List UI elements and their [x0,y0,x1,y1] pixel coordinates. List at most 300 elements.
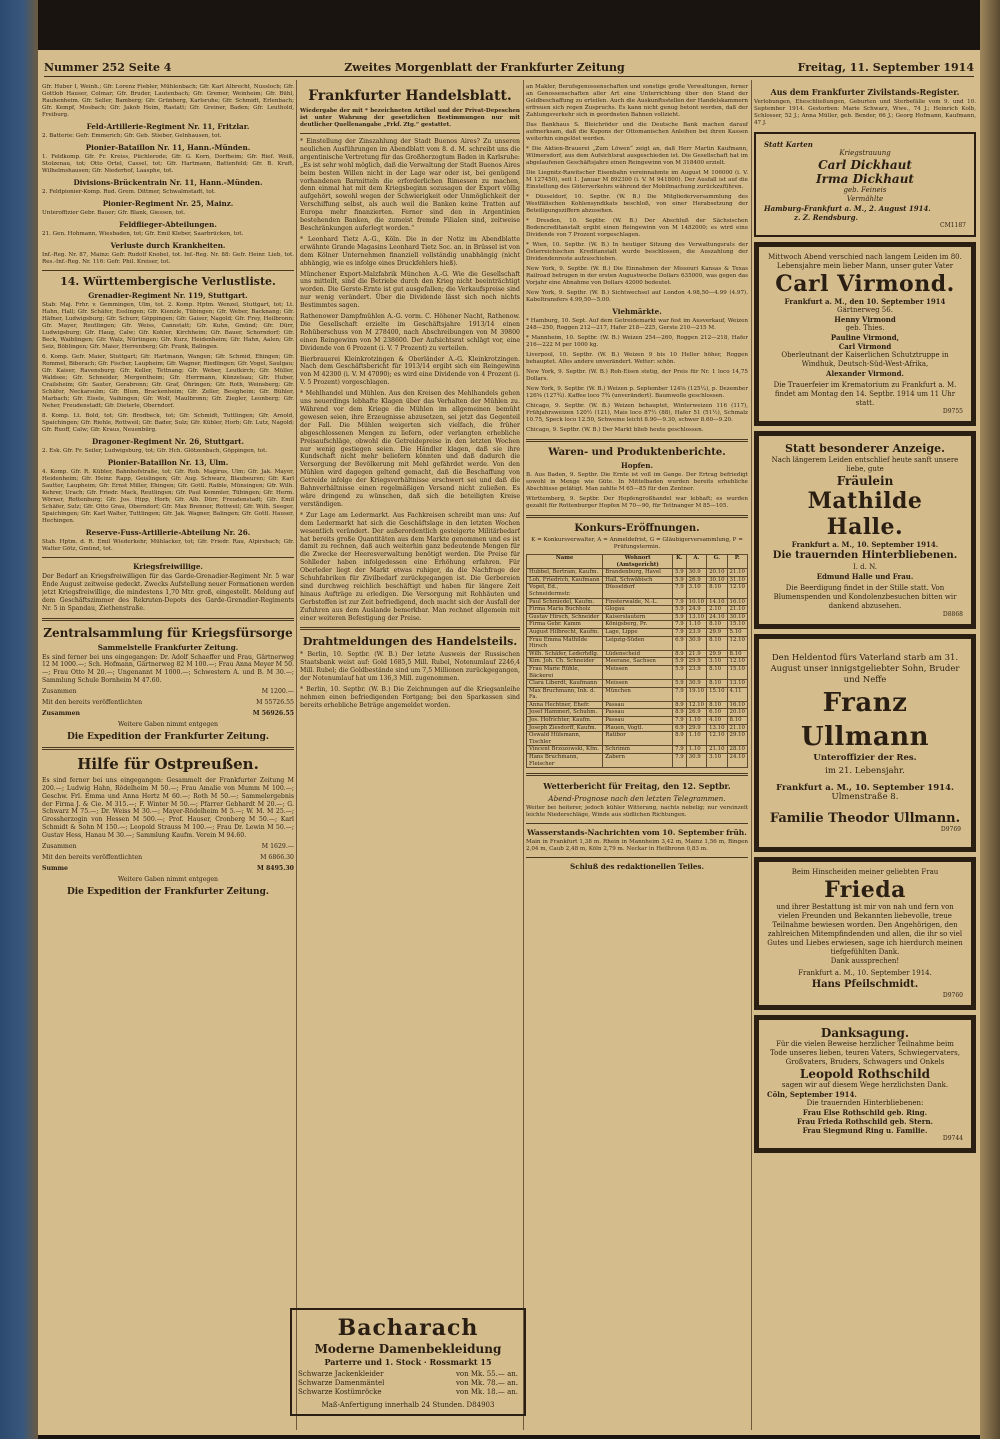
table-cell: 19.10 [686,687,706,701]
bankruptcy-table [526,554,748,768]
table-row [527,701,748,709]
wurttemberg-list-title: 14. Württembergische Verlustliste. [60,275,276,288]
table-cell: Wilh. Schäfer, Lederhdlg. [527,650,603,658]
table-cell: Ratibor [603,732,673,746]
table-cell: 8.10 [707,636,727,650]
article-text: New York, 9. Septbr. (W. B.) Roh-Eisen stetig, der Preis für Nr. 1 loco 14,75 Dollars. [526,369,748,382]
article-text: Württemberg, 9. Septbr. Der Hopfengroßhandel war lebhaft; es wurden gezahlt für Rottenburger Hopfen M 70—90, für Tettnanger M 85—105. [526,496,748,509]
sum-row [42,854,294,862]
header-page-number: Nummer 252 Seite 4 [44,60,172,74]
section-title: Drahtmeldungen des Handelsteils. [302,635,518,649]
article-text: * Berlin, 10. Septbr. (W. B.) Die Zeichnungen auf die Kriegsanleihe nehmen einen befriedigenden Fortgang; bei den Sparkassen sind bereits erhebliche Beträge angemeldet worden. [300,686,520,709]
reprint-note: Wiedergabe der mit * bezeichneten Artikel und der Privat-Depeschen ist unter Wahrung der gesetzlichen Bestimmungen nur mit deutlicher Quellenangabe „Frkf. Ztg.“ gestattet. [300,108,520,128]
weather-text: Weiter bei heiterer, jedoch kühler Witterung, nachts nebelig; nur vereinzelt leichte Niederschläge, Winde aus südlichen Richtungen. [526,805,748,819]
table-cell: 20.10 [707,569,727,577]
notice-place: Cöln, September 1914. [767,1090,857,1099]
notice-code: D8868 [942,611,963,618]
table-cell: Clara Liberdt, Kaufmann [527,680,603,688]
section-title: Frankfurter Handelsblatt. [308,88,512,104]
table-cell: 29.9 [707,628,727,636]
divider [526,515,748,518]
table-row [527,724,748,732]
table-cell: 12.10 [707,732,727,746]
table-cell: 7.9 [673,687,687,701]
table-cell: 1.10 [686,732,706,746]
section-title: Konkurs-Eröffnungen. [574,523,700,534]
section-heading: Pionier-Bataillon Nr. 13, Ulm. [107,458,229,467]
notice-signature: Frau Frieda Rothschild geb. Stern. [797,1117,933,1126]
column-handelsblatt [300,84,520,1429]
notice-signature: Die trauernden Hinterbliebenen: [806,1099,924,1107]
divider [526,773,748,776]
section-heading: Hopfen. [620,461,653,470]
table-row [527,746,748,754]
table-cell: 28.10 [727,746,747,754]
table-cell: 8.10 [727,717,747,725]
table-cell: 2.10 [707,606,727,614]
notice-signature: Hans Pfeilschmidt. [811,979,919,990]
table-cell: 1.10 [686,621,706,629]
table-cell: Frau Emma Mathilde Hirsch [527,636,603,650]
table-cell: Passau [603,709,673,717]
table-cell: 8.10 [707,584,727,598]
table-cell: 12.10 [727,658,747,666]
table-cell: Gustav Hirsch, Schneider [527,613,603,621]
table-cell: 12.10 [727,584,747,598]
notice-text: Die Beerdigung findet in der Stille statt. Von Blumenspenden und Kondolenzbesuchen bitten wir dankend abzusehen. [773,584,957,610]
table-cell: 5.10 [727,628,747,636]
sum-label: Mit den bereits veröffentlichten [42,699,143,707]
column-rule [523,80,524,1430]
table-cell: 3.10 [707,658,727,666]
table-cell: 1.10 [686,717,706,725]
notice-signature: Familie Theodor Ullmann. [769,811,961,826]
sum-row [42,843,294,851]
thanks-rothschild [754,1015,976,1153]
notice-text: und ihrer Bestattung ist mir von nah und fern von vielen Freunden und Bekannten liebevolle, treue Teilnahme bewiesen worden. Den Angehörigen, den zahlreichen Mitempfindenden und allen, die ihr so viel Gutes und Liebes erwiesen, sage ich hierdurch meinen tiefgefühlten Dank. [767,903,963,956]
notice-code: CM1187 [939,222,966,229]
table-cell: 29.9 [686,658,706,666]
table-cell: 5.9 [673,576,687,584]
thanks-frieda [754,857,976,1010]
ad-item-price: von Mk. 78.— an. [455,1379,518,1387]
deceased-age: im 21. Lebensjahr. [825,766,905,776]
section-heading: Reserve-Fuss-Artillerie-Abteilung Nr. 26. [85,528,251,537]
table-row [527,732,748,746]
table-cell: 7.9 [673,598,687,606]
table-cell: Vincent Brzozowski, Kfm. [527,746,603,754]
table-cell: 21.10 [727,724,747,732]
ad-note: Maß-Anfertigung innerhalb 24 Stunden. [321,1401,465,1409]
table-cell: 14.10 [707,598,727,606]
table-cell: 26.9 [686,576,706,584]
table-cell: Königsberg, Pr. [603,621,673,629]
sum-row [42,865,294,873]
table-cell: 8.10 [707,701,727,709]
table-cell: Passau [603,717,673,725]
table-cell: Hall, Schwäbisch [603,576,673,584]
family-member: Alexander Virmond. [826,369,904,378]
table-cell: 8.10 [707,621,727,629]
table-cell: 5.9 [673,606,687,614]
divider [42,557,294,558]
body-text: 2. Batterie: Gefr. Emmerich; Gfr. Geb. Stieber, Gelnhausen, tot. [42,133,222,139]
table-row [527,687,748,701]
header-masthead: Zweites Morgenblatt der Frankfurter Zeitung [344,60,625,74]
section-title: Aus dem Frankfurter Zivilstands-Register. [770,87,960,97]
page-header [44,58,974,77]
sum-value: M 56926.55 [252,709,294,717]
table-cell: 10.10 [686,598,706,606]
water-text: Main in Frankfurt 1,38 m. Rhein in Mannheim 3,42 m, Mainz 1,56 m, Bingen 2,04 m, Caub 2,48 m, Köln 2,79 m. Neckar in Heilbronn 0,83 m. [526,839,748,853]
ad-item [298,1370,518,1379]
column-market-reports [526,84,748,1429]
ad-address: Parterre und 1. Stock · Rossmarkt 15 [324,1357,492,1367]
body-text: Der Bedarf an Kriegsfreiwilligen für das Garde-Grenadier-Regiment Nr. 5 war Ende August zeitweise gedeckt. Zwecks Aufstellung neuer Formationen werden jetzt Kriegsfreiwillige, die mindestens 1,70 Mtr. groß, eingestellt. Meldung auf dem Geschäftszimmer des Rekruten-Depots des Garde-Grenadier-Regiments Nr. 5 in Spandau, Ziethenstraße. [42,573,294,612]
section-heading: Divisions-Brückentrain Nr. 11, Hann.-Münden. [73,178,263,187]
ad-item-price: von Mk. 55.— an. [455,1370,518,1378]
article-text: an Makler, Berufsgenossenschaften und sonstige große Verwaltungen, ferner an Genossenschaften aller Art eine Unterrichtung über den Stand der Geldbeschaffung zu erteilen. Auch die Auskunftsstellen der Handelskammern erfreuen sich regen Zuspruchs. Es kann nicht genug betont werden, daß der Zahlungsverkehr sich in geordneten Bahnen vollzieht. [526,84,748,118]
table-cell: Hans Bruchmann, Fleischer [527,754,603,768]
notice-code: D9760 [942,992,963,999]
table-cell: Meissen [603,680,673,688]
body-text: 1. Feldkomp. Gfr. Fr. Kreiss, Püchlerode; Gfr. G. Korn, Dorfheim; Gfr. Rief. Weiß, Stolzenau, tot; Otto Ortel, Cassel, tot; Gfr. Hartmann, Battenfeld; Gfr. B. Kruft, Wilhelmshausen; Gfr. Niederhof, Laasphe, tot. [42,154,294,174]
sum-row [42,688,294,696]
table-cell: 12.10 [686,701,706,709]
divider [526,823,748,824]
article-text: New York, 9. Septbr. (W. B.) Sichtwechsel auf London 4.98,50—4.99 (4.97). Kabeltransfers 4.99,50—5.00. [526,290,748,303]
article-text: * Mannheim, 10. Septbr. (W. B.) Weizen 254—260, Roggen 212—218, Hafer 216—222 M per 1000 kg. [526,335,748,348]
expedition-line: Die Expedition der Frankfurter Zeitung. [66,886,270,897]
table-cell: 20.10 [727,709,747,717]
table-cell: 3.10 [686,584,706,598]
article-text: New York, 9. Septbr. (W. B.) Die Einnahmen der Missouri Kansas & Texas Railroad betrugen in der ersten Augustwoche Dollars 635000, was gegen das Vorjahr eine Abnahme von Dollars 42000 bedeutet. [526,266,748,286]
article-text: Bierbrauerei Kleinkrotzingen & Oberländer A.-G. Kleinkrotzingen. Nach dem Geschäftsbericht für 1913/14 ergibt sich ein Reingewinn von M 42300 (i. V. M 47090); es wird eine Dividende von 4 Prozent (i. V. 5 Prozent) vorgeschlagen. [300,355,520,387]
table-cell: 29.9 [707,650,727,658]
table-cell: 13.10 [727,680,747,688]
article-text: New York, 9. Septbr. (W. B.) Weizen p. September 124⅝ (125¼), p. Dezember 126⅝ (127¾). Kaffee loco 7¾ (unverändert). Baumwolle geschlossen. [526,386,748,399]
ad-item [298,1379,518,1388]
notice-code: D9744 [942,1135,963,1142]
notice-head: Danksagung. [820,1026,910,1040]
table-cell: Max Bruchmann, Inh. d. Fa. [527,687,603,701]
table-cell: 30.9 [686,636,706,650]
ad-item-label: Schwarze Damenmäntel [298,1379,385,1387]
table-cell: 31.10 [727,576,747,584]
body-text: Inf.-Reg. Nr. 87, Mainz: Gefr. Rudolf Knobel, tot. Inf.-Reg. Nr. 88: Gefr. Heinr. Lieb, tot. Res.-Inf.-Reg. Nr. 116: Gefr. Phil. Kreiser, tot. [42,252,294,265]
bacharach-ad [290,1308,526,1416]
ad-footer [298,1400,518,1410]
divider [42,270,294,271]
table-cell: 21.10 [727,569,747,577]
table-header-cell: Wohnort (Amtsgericht) [603,555,673,569]
table-cell: Plauen, Vogtl. [603,724,673,732]
divider [300,627,520,630]
table-cell: 7.9 [673,621,687,629]
notice-place-2: z. Z. Rendsburg. [794,213,858,222]
notice-text-2: Dank aussprechen! [830,957,900,965]
notice-intro: Mittwoch Abend verschied nach langem Leiden im 80. Lebensjahre mein lieber Mann, unser guter Vater [768,253,962,270]
table-cell: 5.9 [673,665,687,679]
table-cell: 24.10 [707,613,727,621]
body-text: 4. Komp. Gfr. R. Kübler, Bahnhofstraße, tot; Gfr. Rob. Magirus, Ulm; Gfr. Jak. Mayer, Heidenheim; Gfr. Heinr. Rapp, Geislingen; Gfr. Aug. Schwarz, Blaubeuren; Gfr. Karl Sautter, Laupheim; Gfr. Ernst Miller, Ehingen; Gfr. Gottl. Raible, Münsingen; Gfr. Wilh. Kehrer, Urach; Gfr. Friedr. Mack, Reutlingen; Gfr. Paul Kemmler, Tübingen; Gfr. Herm. Wörner, Rottenburg; Gfr. Jos. Hipp, Horb; Gfr. Alb. Dürr, Freudenstadt; Gfr. Emil Schäfer, Sulz; Gfr. Otto Grau, Oberndorf; Gfr. Max Brenner, Rottweil; Gfr. Wilh. Seeger, Spaichingen; Gfr. Karl Walter, Tuttlingen; Gfr. Jak. Wagner, Balingen; Gfr. Gottl. Hauser, Hechingen. [42,469,294,524]
table-header-cell: P. [727,555,747,569]
section-heading: Kriegsfreiwillige. [133,562,203,571]
table-cell: 26.9 [686,709,706,717]
table-cell: 6.9 [673,724,687,732]
table-cell: 13.10 [707,724,727,732]
body-text: 2. Feldpionier-Komp. Rud. Grem. Dittmer, Schwalmstadt, tot. [42,189,216,195]
table-cell: Loh, Friedrich, Kaufmann [527,576,603,584]
table-cell: 8.9 [673,701,687,709]
article-text: Rathenower Dampfmühlen A.-G. vorm. C. Höhener Nacht, Rathenow. Die Gesellschaft erzielte im Geschäftsjahre 1913/14 einen Rohüberschuss von M 278400, nach Abschreibungen von M 39800 einen Reingewinn von M 238600. Der Aufsichtsrat schlägt vor, eine Dividende von 6 Prozent (i. V. 7 Prozent) zu verteilen. [300,313,520,352]
article-text: * Düsseldorf, 10. Septbr. (W. B.) Die Mitgliederversammlung des Westfälischen Kohlensyndikats beschloß, von einer Herabsetzung der Beteiligungsziffern abzusehen. [526,194,748,214]
ad-item [298,1388,518,1397]
page-edge-right [980,0,1000,1439]
table-cell: 8.9 [673,650,687,658]
table-cell: 5.9 [673,680,687,688]
section-title: Waren- und Produktenberichte. [548,447,726,458]
table-row [527,636,748,650]
notice-intro: Beim Hinscheiden meiner geliebten Frau [791,868,939,876]
table-cell: 16.10 [727,701,747,709]
sum-value: M 6866.30 [260,853,294,861]
notice-code: D9769 [940,826,961,833]
sum-label: Zusammen [42,688,77,696]
sum-row [42,710,294,718]
table-cell: 3.10 [707,754,727,768]
divider [300,133,520,134]
section-heading: Viehmärkte. [612,307,662,316]
table-header-cell: G. [707,555,727,569]
table-header-cell: K. [673,555,687,569]
table-row [527,598,748,606]
family-member: Pauline Virmond, [830,333,900,342]
table-cell: Vogel, Ed., Schneidermstr. [527,584,603,598]
body-text: Es sind ferner bei uns eingegangen: Dr. Adolf Schaeffer und Frau, Gärtnerweg 12 M 1000.—; Sch. Hofmann, Gärtnerweg 82 M 100.—; Frau Anna Meyer M 50.—; Frau Otto M 20.—; Ungenannt M 1000.—; Schwestern A. und B. M 30.—; Sammlung Schule Bornheim M 47.60. [42,653,294,685]
table-cell: Leipzig-Süden [603,636,673,650]
sum-value: M 1200.— [261,688,294,696]
body-text: Gfr. Huber I, Weinh.; Gfr. Lorenz Fiebler, Mühlenbach; Gfr. Karl Albrecht, Nussloch; Gfr. Gottlob Hauser, Colmar; Gfr. Bruder, Lautenbach; Gfr. Gremer, Weinheim; Gfr. Bühl, Rauhenheim. Gfr. Seller, Bamberg; Gfr. Grünberg, Karlsruhe; Gfr. Schmidt, Erlenbach; Gfr. Kempf, Mosbach; Gfr. Jakob Heim, Rastatt; Gfr. Greiner, Baden; Gfr. Leuthold, Freiburg. [42,84,294,118]
section-heading: Feldflieger-Abteilungen. [119,220,217,229]
notice-street: Ulmenstraße 8. [831,792,899,802]
table-row [527,665,748,679]
deceased-name: Franz Ullmann [800,688,930,752]
table-row [527,621,748,629]
obituary-ullmann [754,634,976,852]
newspaper-page [38,50,980,1435]
table-cell: 23.9 [686,665,706,679]
body-text: Stab: Maj. Frhr. v. Gemmingen, Ulm, tot. 2. Komp. Hptm. Wenzel, Stuttgart, tot; Lt. Hahn, Hall; Gfr. Schäfer, Esslingen; Gfr. Kienzle, Tübingen; Gfr. Weber, Backnang; Gfr. Häfner, Ludwigsburg; Gfr. Schurr, Göppingen; Gfr. Gaiser, Nagold; Gfr. Frey, Heilbronn; Gfr. Mayer, Reutlingen; Gfr. Weiss, Cannstatt; Gfr. Kuhn, Gmünd; Gfr. Dürr, Ludwigsburg; Gfr. Haug, Calw; Gfr. Kohler, Kirchheim; Gfr. Bauer, Schorndorf; Gfr. Beck, Waiblingen; Gfr. Walz, Nürtingen; Gfr. Kurz, Heidenheim; Gfr. Hahn, Aalen; Gfr. Seiz, Böblingen; Gfr. Maier, Herrenberg; Gfr. Frank, Balingen. [42,302,294,350]
table-cell: 7.9 [673,746,687,754]
table-cell: 15.10 [727,665,747,679]
obituary-virmond [754,242,976,426]
table-cell: 8.10 [727,650,747,658]
table-cell: Jos. Hofrichter, Kaufm. [527,717,603,725]
notice-signature: Frau Else Rothschild geb. Ring. [802,1108,928,1117]
sum-label: Summe [42,864,68,872]
table-header-cell: A. [686,555,706,569]
table-cell: 23.9 [686,628,706,636]
sum-value: M 1629.— [261,843,294,851]
table-row [527,658,748,666]
article-text: * Leonhard Tietz A.-G., Köln. Die in der Notiz im Abendblatte erwähnte Grande Magasins Leonhard Tietz Soc. an. in Brüssel ist von dem Kölner Unternehmen finanziell vollständig unabhängig (nicht abhängig, wie es infolge eines Druckfehlers hieß). [300,235,520,267]
groom-name: Carl Dickhaut [818,158,912,172]
table-legend: K = Konkursverwalter, A = Anmeldefrist, G = Gläubigerversammlung, P = Prüfungstermin. [531,537,743,550]
ad-subtitle: Moderne Damenbekleidung [314,1342,502,1356]
section-heading: Pionier-Bataillon Nr. 11, Hann.-Münden. [85,143,251,152]
table-cell: Lage, Lippe [603,628,673,636]
article-text: * Mehlhandel und Mühlen. Aus den Kreisen des Mehlhandels gehen uns neuerdings lebhafte Klagen über das Verhalten der Mühlen zu. Während vor dem Kriege die Mühlen im allgemeinen bemüht gewesen seien, ihre Erzeugnisse abzusetzen, sei jetzt das Gegenteil der Fall. Die Mühlen weigerten sich vielfach, die früher abgeschlossenen Mengen zu liefern, oder verlangten erhebliche Preisaufschläge, obwohl die Getreidepreise in den letzten Wochen nur wenig gestiegen seien. Die Händler klagen, daß sie ihre Kundschaft nicht mehr beliefern könnten und daß dadurch die Versorgung der Bevölkerung mit Mehl gefährdet werde. Von den Mühlen wird dagegen geltend gemacht, daß die Beschaffung von Getreide infolge der Kriegsverhältnisse erschwert sei und daß die Bahnverhältnisse einen regelmäßigen Versand nicht zuließen. Es wäre dringend zu wünschen, daß sich die beteiligten Kreise verständigen. [300,390,520,508]
weather-subtitle: Abend-Prognose nach den letzten Telegrammen. [548,794,726,804]
deceased-name: Mathilde Halle. [807,488,923,540]
body-text: 2. Esk. Gfr. Fr. Seiler, Ludwigsburg, tot; Gfr. Hch. Glötzenbach, Göppingen, tot. [42,448,268,454]
notice-text: sagen wir auf diesem Wege herzlichsten Dank. [781,1081,949,1089]
obituary-halle [754,431,976,629]
ad-item-price: von Mk. 18.— an. [455,1388,518,1396]
table-cell: 16.10 [727,598,747,606]
divider [526,439,748,442]
table-cell: 30.9 [686,569,706,577]
notice-intro: Für die vielen Beweise herzlicher Teilnahme beim Tode unseres lieben, teuren Vaters, Schwiegervaters, Großvaters, Bruders, Schwagers und Onkels [770,1040,960,1066]
notice-place: Frankfurt a. M., 10. September 1914. [798,969,932,977]
deceased-name: Frieda [824,877,906,903]
article-text: B. Aus Baden, 9. Septbr. Die Ernte ist voll im Gange. Der Ertrag befriedigt sowohl in Menge wie Güte. In Mittelbaden wurden bereits erhebliche Abschlüsse getätigt. Man zahlte M 65—85 für den Zentner. [526,472,748,492]
article-text: Die Liegnitz-Rawitscher Eisenbahn vereinnahmte im August M 106000 (i. V. M 127450), seit 1. Januar M 892300 (i. V. M 941800). Der Ausfall ist auf die Einstellung des Güterverkehrs während der Mobilmachung zurückzuführen. [526,170,748,190]
deceased-name: Leopold Rothschild [799,1067,931,1081]
table-cell: 7.9 [673,628,687,636]
body-text: Stab. Hptm. d. R. Emil Wiederkehr, Mühlacker, tot; Gfr. Friedr. Rau, Alpirsbach; Gfr. Walter Götz, Gmünd, tot. [42,539,294,552]
table-cell: 8.10 [707,665,727,679]
article-text: Liverpool, 10. Septbr. (W. B.) Weizen 9 bis 10 Heller höher, Roggen behauptet. Alles andere unverändert. Wetter: schön. [526,352,748,365]
ad-item-label: Schwarze Kostümröcke [298,1388,382,1396]
register-text: Verlobungen, Eheschließungen, Geburten und Sterbefälle vom 9. und 10. September 1914. Gestorben: Marie Schwarz, Wwe., 74 J.; Heinrich Kolb, Schlosser, 52 J.; Anna Müller, geb. Bender, 66 J.; Georg Hofmann, Kaufmann, 47 J. [754,99,976,126]
table-cell: 8.9 [673,732,687,746]
column-casualty-lists [42,84,294,1429]
family-member: geb. Thies. [845,324,885,332]
family-member: Oberleutnant der Kaiserlichen Schutztruppe in Windhuk, Deutsch-Süd-West-Afrika, [781,351,949,368]
table-row [527,613,748,621]
table-row [527,709,748,717]
table-row [527,606,748,614]
article-text: * Die Aktien-Brauerei „Zum Löwen“ zeigt an, daß Herr Martin Kaufmann, Wilmersdorf, aus dem Aufsichtsrat ausgeschieden ist. Die Gesellschaft hat im abgelaufenen Geschäftsjahre einen Reingewinn von M 318400 erzielt. [526,146,748,166]
table-cell: Oswald Hülsmann, Tischler [527,732,603,746]
table-cell: 8.9 [673,709,687,717]
table-cell: 30.10 [707,576,727,584]
weather-title: Wetterbericht für Freitag, den 12. Septbr. [543,781,731,792]
expedition-line: Die Expedition der Frankfurter Zeitung. [66,731,270,742]
table-cell: 29.9 [686,724,706,732]
article-text: * Dresden, 10. Septbr. (W. B.) Der Abschluß der Sächsischen Bodencreditanstalt ergibt einen Reingewinn von M 1482000; es wird eine Dividende von 7 Prozent vorgeschlagen. [526,218,748,238]
article-text: Chicago, 9. Septbr. (W. B.) Weizen behauptet, Winterweizen 116 (117), Frühjahrsweizen 120½ (121), Mais loco 87½ (88), Hafer 51 (51½), Schmalz 10.75, Speck loco 12.50, Schweine leicht 8.90—9.30, schwer 8.60—9.20. [526,403,748,423]
notice-head: Statt Karten [764,140,813,149]
table-cell: Kaiserslautern [603,613,673,621]
notice-signature: Frau Siegmund Ring u. Familie. [802,1126,928,1135]
table-cell: 7.9 [673,754,687,768]
header-date: Freitag, 11. September 1914 [797,60,974,74]
notice-intro: Nach längerem Leiden entschlief heute sanft unsere liebe, gute [771,456,959,473]
wedding-notice [754,132,976,237]
table-cell: 5.9 [673,569,687,577]
sum-label: Zusammen [42,709,81,717]
table-cell: 8.10 [707,680,727,688]
body-text: 21. Gen. Hohmann, Wiesbaden, tot; Gfr. Emil Kleber, Saarbrücken, tot. [42,231,244,237]
fund-title: Hilfe für Ostpreußen. [77,754,259,773]
notice-text: Die Trauerfeier im Krematorium zu Frankfurt a. M. findet am Montag den 14. Septbr. 1914 um 11 Uhr statt. [773,381,957,407]
notice-title: Fräulein [836,474,894,488]
table-cell: 1.10 [686,746,706,754]
fund-title: Zentralsammlung für Kriegsfürsorge [43,625,293,640]
table-cell: Meerane, Sachsen [603,658,673,666]
ad-brand: Bacharach [337,1315,479,1341]
table-cell: Finsterwalde, N.-L. [603,598,673,606]
sum-value: M 8495.30 [257,864,294,872]
notice-iv: I. d. N. [852,563,878,571]
table-cell: 29.10 [727,732,747,746]
divider [42,747,294,750]
table-row [527,754,748,768]
article-text: * Wien, 10. Septbr. (W. B.) In heutiger Sitzung des Verwaltungsrats der Österreichischen Kreditanstalt wurde beschlossen, die Auszahlung der Dividendenreste aufzuschieben. [526,242,748,262]
table-cell: 13.10 [686,613,706,621]
notice-kind: Kriegstrauung [839,149,891,157]
table-row [527,680,748,688]
notice-place: Frankfurt a. M., den 10. September 1914 [784,297,946,306]
note: Weitere Gaben nimmt entgegen [118,720,218,728]
column-rule [751,80,752,1430]
article-text: * Hamburg, 10. Sept. Auf dem Getreidemarkt war fest im Ausverkauf, Weizen 248—250, Roggen 212—217, Hafer 218—225, Gerste 210—215 M. [526,318,748,331]
table-cell: 15.10 [707,687,727,701]
column-rule [296,80,297,1430]
table-row [527,584,748,598]
table-cell: 5.9 [673,613,687,621]
table-row [527,628,748,636]
table-cell: Meissen [603,665,673,679]
section-heading: Grenadier-Regiment Nr. 119, Stuttgart. [88,291,248,300]
table-cell: 30.9 [686,754,706,768]
ad-item-label: Schwarze Jackenkleider [298,1370,384,1378]
divider [526,857,748,858]
divider [42,618,294,621]
section-heading: Feld-Artillerie-Regiment Nr. 11, Fritzlar. [86,122,250,131]
notice-intro: Den Heldentod fürs Vaterland starb am 31. August unser innigstgeliebter Sohn, Bruder und Neffe [770,653,960,685]
notice-code: D9755 [942,408,963,415]
table-cell: Paul Schmiedel, Kaufm. [527,598,603,606]
table-cell: 24.10 [727,754,747,768]
sum-value: M 55726.55 [256,699,294,707]
table-cell: Lüdenscheid [603,650,673,658]
water-title: Wasserstands-Nachrichten vom 10. September früh. [527,828,747,838]
table-cell: 4.10 [707,717,727,725]
table-row [527,576,748,584]
table-cell: August Hilbrecht, Kaufm. [527,628,603,636]
notice-head: Statt besonderer Anzeige. [785,442,945,455]
body-text: 8. Komp. Lt. Bold, tot; Gfr. Brodbeck, tot; Gfr. Schmidt, Tuttlingen; Gfr. Arnold, Spaichingen; Gfr. Riehle, Rottweil; Gfr. Bader, Sulz; Gfr. Kübler, Horb; Gfr. Lutz, Nagold; Gfr. Ruoff, Calw; Gfr. Kraus, Neuenbürg. [42,413,294,433]
table-cell: 21.10 [727,606,747,614]
bride-maiden: geb. Feineis [843,186,887,194]
table-cell: 30.9 [686,680,706,688]
table-cell: Firma Gebr. Kamm [527,621,603,629]
table-row [527,650,748,658]
family-member: Henny Virmond [834,315,896,324]
column-notices [754,84,976,1429]
table-cell: Brandenburg, Havel [603,569,673,577]
table-cell: 12.10 [727,636,747,650]
notice-place: Frankfurt a. M., 10. September 1914. [791,540,939,549]
notice-place: Frankfurt a. M., 10. September 1914. [776,783,954,793]
sum-row [42,699,294,707]
binding-edge [0,0,38,1439]
ad-code: D84903 [466,1401,495,1409]
